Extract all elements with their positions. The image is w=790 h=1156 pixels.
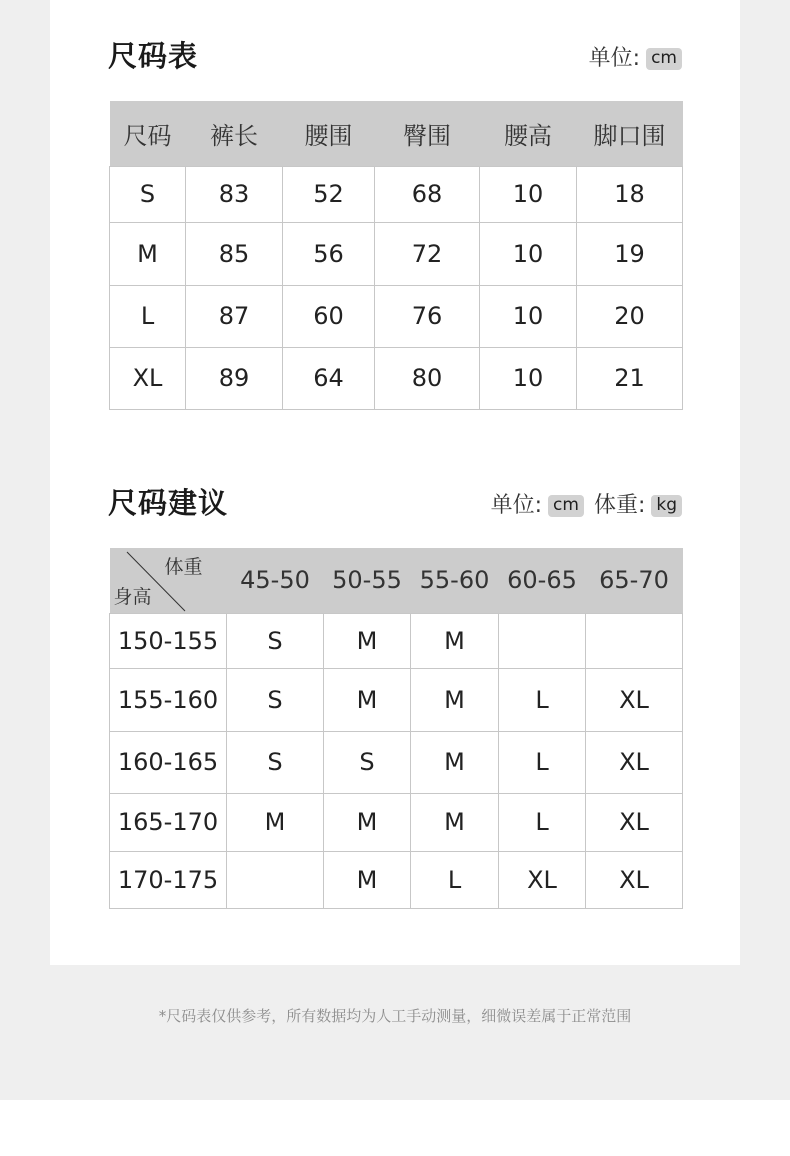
table-row xyxy=(110,222,683,285)
table-row xyxy=(110,613,683,668)
table-cell: 80 xyxy=(375,347,480,409)
column-header: 臀围 xyxy=(375,101,480,166)
table-header-row xyxy=(110,101,683,166)
size-cell xyxy=(499,613,586,668)
table-cell: 76 xyxy=(375,285,480,347)
table-cell: 52 xyxy=(283,166,375,222)
table-cell: S xyxy=(110,166,186,222)
recommendation-title: 尺码建议 xyxy=(108,486,229,520)
size-chart-title: 尺码表 xyxy=(108,39,199,73)
table-cell: 87 xyxy=(186,285,283,347)
table-cell: 60 xyxy=(283,285,375,347)
size-cell: XL xyxy=(586,731,683,793)
unit-label: 单位: xyxy=(490,493,543,518)
size-cell: M xyxy=(324,851,411,908)
table-row xyxy=(110,851,683,908)
table-cell: 20 xyxy=(577,285,683,347)
size-cell: M xyxy=(411,668,499,731)
recommendation-table xyxy=(109,548,683,909)
column-header: 尺码 xyxy=(110,101,186,166)
size-chart-unit xyxy=(589,48,682,70)
size-cell: M xyxy=(411,793,499,851)
weight-range-header: 60-65 xyxy=(499,548,586,613)
table-row xyxy=(110,347,683,409)
weight-range-header: 55-60 xyxy=(411,548,499,613)
table-row xyxy=(110,285,683,347)
table-cell: 19 xyxy=(577,222,683,285)
size-cell: XL xyxy=(586,851,683,908)
table-cell: 83 xyxy=(186,166,283,222)
column-header: 腰高 xyxy=(480,101,577,166)
height-range-cell: 170-175 xyxy=(110,851,227,908)
size-cell: M xyxy=(324,793,411,851)
size-info-card xyxy=(50,0,740,965)
size-cell: L xyxy=(411,851,499,908)
size-cell: M xyxy=(324,668,411,731)
table-cell: 18 xyxy=(577,166,683,222)
size-cell: M xyxy=(411,613,499,668)
corner-header xyxy=(110,548,227,613)
table-cell: 89 xyxy=(186,347,283,409)
column-header: 腰围 xyxy=(283,101,375,166)
table-cell: M xyxy=(110,222,186,285)
size-cell: XL xyxy=(586,668,683,731)
size-cell: M xyxy=(324,613,411,668)
size-cell: S xyxy=(324,731,411,793)
size-cell: XL xyxy=(499,851,586,908)
height-range-cell: 165-170 xyxy=(110,793,227,851)
unit-label: 单位: xyxy=(588,46,641,71)
size-cell: M xyxy=(227,793,324,851)
table-row xyxy=(110,793,683,851)
unit-badge: cm xyxy=(646,48,682,70)
size-cell: L xyxy=(499,731,586,793)
height-range-cell: 160-165 xyxy=(110,731,227,793)
size-chart-table xyxy=(109,101,683,410)
table-cell: 21 xyxy=(577,347,683,409)
weight-label: 体重: xyxy=(593,493,646,518)
table-cell: 64 xyxy=(283,347,375,409)
column-header: 脚口围 xyxy=(577,101,683,166)
table-cell: 10 xyxy=(480,222,577,285)
column-header: 裤长 xyxy=(186,101,283,166)
disclaimer-footnote: *尺码表仅供参考，所有数据均为人工手动测量，细微误差属于正常范围 xyxy=(158,1007,632,1025)
table-cell: XL xyxy=(110,347,186,409)
weight-unit-badge: kg xyxy=(651,495,682,517)
unit-badge: cm xyxy=(548,495,584,517)
size-cell xyxy=(586,613,683,668)
size-cell: S xyxy=(227,613,324,668)
corner-weight-label: 体重 xyxy=(164,556,203,578)
corner-height-label: 身高 xyxy=(113,585,152,608)
size-cell: M xyxy=(411,731,499,793)
table-cell: 72 xyxy=(375,222,480,285)
size-cell: L xyxy=(499,668,586,731)
size-cell: S xyxy=(227,731,324,793)
size-cell: S xyxy=(227,668,324,731)
weight-range-header: 65-70 xyxy=(586,548,683,613)
recommendation-units xyxy=(491,495,682,517)
table-cell: 10 xyxy=(480,166,577,222)
table-cell: 68 xyxy=(375,166,480,222)
table-header-row xyxy=(110,548,683,613)
weight-range-header: 45-50 xyxy=(227,548,324,613)
size-cell: XL xyxy=(586,793,683,851)
size-cell xyxy=(227,851,324,908)
height-range-cell: 150-155 xyxy=(110,613,227,668)
table-cell: 85 xyxy=(186,222,283,285)
weight-range-header: 50-55 xyxy=(324,548,411,613)
height-range-cell: 155-160 xyxy=(110,668,227,731)
table-row xyxy=(110,731,683,793)
table-cell: 10 xyxy=(480,347,577,409)
table-row xyxy=(110,166,683,222)
table-cell: 10 xyxy=(480,285,577,347)
table-row xyxy=(110,668,683,731)
table-cell: L xyxy=(110,285,186,347)
size-cell: L xyxy=(499,793,586,851)
table-cell: 56 xyxy=(283,222,375,285)
